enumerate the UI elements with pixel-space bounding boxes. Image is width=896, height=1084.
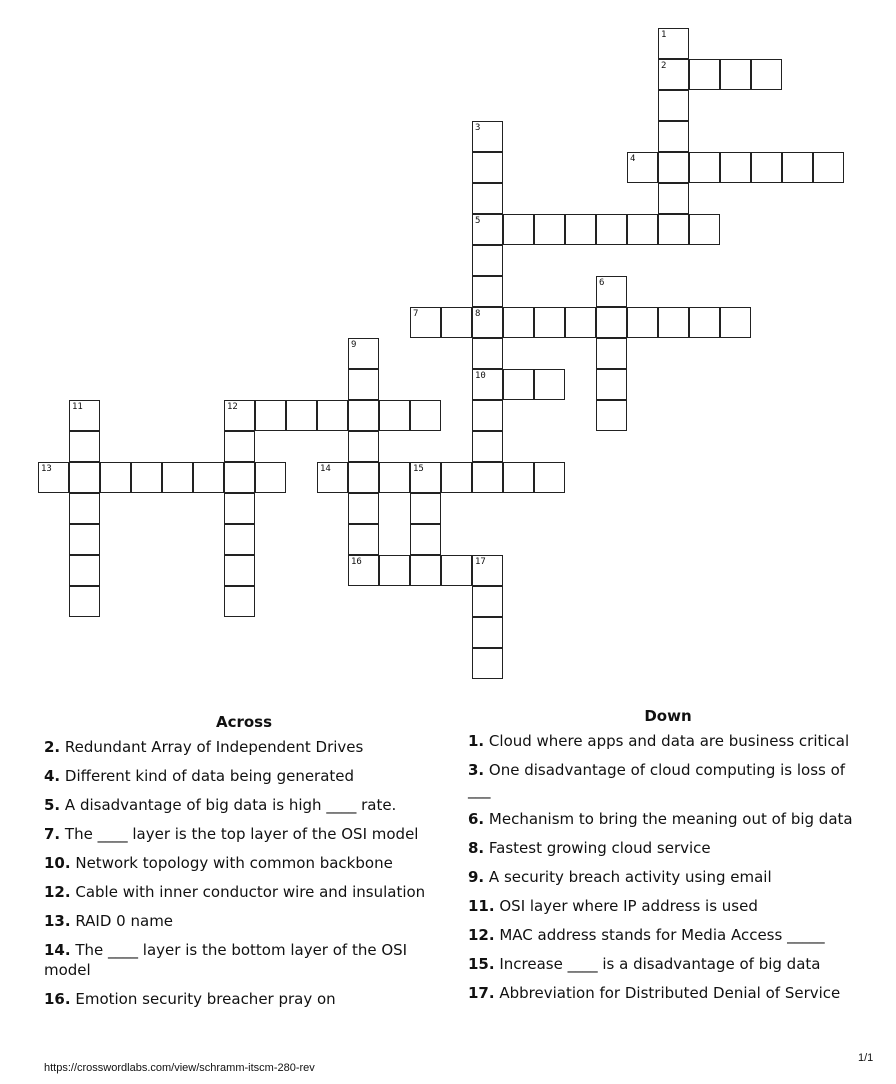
grid-cell[interactable] — [69, 555, 100, 586]
clue-text: The ____ layer is the bottom layer of the OSI model — [44, 941, 408, 979]
grid-cell[interactable] — [596, 276, 627, 307]
grid-cell[interactable] — [472, 369, 503, 400]
grid-cell[interactable] — [627, 214, 658, 245]
grid-cell[interactable] — [534, 369, 565, 400]
grid-cell[interactable] — [410, 555, 441, 586]
grid-cell[interactable] — [162, 462, 193, 493]
grid-cell[interactable] — [348, 493, 379, 524]
grid-cell[interactable] — [348, 400, 379, 431]
grid-cell[interactable] — [69, 431, 100, 462]
grid-cell[interactable] — [255, 400, 286, 431]
grid-cell[interactable] — [224, 431, 255, 462]
grid-cell[interactable] — [472, 338, 503, 369]
grid-cell[interactable] — [69, 462, 100, 493]
across-clue — [44, 766, 444, 786]
clue-num: 5. — [44, 796, 61, 814]
grid-cell[interactable] — [503, 307, 534, 338]
clue-text: Different kind of data being generated — [64, 767, 355, 785]
grid-cell[interactable] — [472, 276, 503, 307]
clue-number: 1 — [661, 30, 667, 40]
grid-cell[interactable] — [224, 462, 255, 493]
grid-cell[interactable] — [100, 462, 131, 493]
clue-number: 2 — [661, 61, 667, 71]
grid-cell[interactable] — [410, 524, 441, 555]
across-clue — [44, 882, 444, 902]
grid-cell[interactable] — [472, 121, 503, 152]
clue-text: Abbreviation for Distributed Denial of Service — [499, 984, 841, 1002]
grid-cell[interactable] — [596, 338, 627, 369]
clue-number: 13 — [41, 464, 52, 474]
grid-cell[interactable] — [658, 121, 689, 152]
grid-cell[interactable] — [410, 400, 441, 431]
grid-cell[interactable] — [38, 462, 69, 493]
across-clue — [44, 737, 444, 757]
grid-cell[interactable] — [472, 214, 503, 245]
grid-cell[interactable] — [224, 493, 255, 524]
clue-num: 11. — [468, 897, 495, 915]
clue-num: 15. — [468, 955, 495, 973]
grid-cell[interactable] — [565, 214, 596, 245]
grid-cell[interactable] — [689, 152, 720, 183]
clue-number: 4 — [630, 154, 636, 164]
grid-cell[interactable] — [627, 152, 658, 183]
grid-cell[interactable] — [534, 214, 565, 245]
clue-text: Redundant Array of Independent Drives — [64, 738, 364, 756]
grid-cell[interactable] — [689, 307, 720, 338]
grid-cell[interactable] — [379, 462, 410, 493]
grid-cell[interactable] — [69, 524, 100, 555]
across-clue — [44, 911, 444, 931]
grid-cell[interactable] — [658, 28, 689, 59]
grid-cell[interactable] — [410, 462, 441, 493]
grid-cell[interactable] — [658, 307, 689, 338]
grid-cell[interactable] — [627, 307, 658, 338]
clue-number: 3 — [475, 123, 481, 133]
grid-cell[interactable] — [689, 59, 720, 90]
clue-number: 6 — [599, 278, 605, 288]
clue-num: 1. — [468, 732, 485, 750]
grid-cell[interactable] — [813, 152, 844, 183]
across-title: Across — [215, 713, 273, 731]
clue-text: Mechanism to bring the meaning out of big data — [488, 810, 853, 828]
grid-cell[interactable] — [410, 307, 441, 338]
grid-cell[interactable] — [720, 307, 751, 338]
grid-cell[interactable] — [472, 245, 503, 276]
across-clue — [44, 795, 444, 815]
grid-cell[interactable] — [410, 493, 441, 524]
clue-number: 11 — [72, 402, 83, 412]
grid-cell[interactable] — [441, 307, 472, 338]
clue-number: 9 — [351, 340, 357, 350]
grid-cell[interactable] — [472, 431, 503, 462]
grid-cell[interactable] — [131, 462, 162, 493]
grid-cell[interactable] — [658, 90, 689, 121]
grid-cell[interactable] — [658, 183, 689, 214]
grid-cell[interactable] — [658, 59, 689, 90]
grid-cell[interactable] — [565, 307, 596, 338]
clue-text: A security breach activity using email — [488, 868, 772, 886]
clue-text: A disadvantage of big data is high ____ rate. — [64, 796, 397, 814]
grid-cell[interactable] — [596, 369, 627, 400]
grid-cell[interactable] — [472, 555, 503, 586]
clue-num: 17. — [468, 984, 495, 1002]
clue-num: 16. — [44, 990, 71, 1008]
across-clue — [44, 853, 444, 873]
down-clue — [468, 760, 868, 800]
clue-text: Cable with inner conductor wire and insulation — [75, 883, 426, 901]
grid-cell[interactable] — [441, 555, 472, 586]
grid-cell[interactable] — [782, 152, 813, 183]
grid-cell[interactable] — [596, 214, 627, 245]
grid-cell[interactable] — [317, 462, 348, 493]
down-clue — [468, 954, 868, 974]
across-clues — [44, 713, 444, 1018]
footer-url: https://crosswordlabs.com/view/schramm-itscm-280-rev — [44, 1062, 315, 1074]
grid-cell[interactable] — [379, 555, 410, 586]
clue-num: 8. — [468, 839, 485, 857]
across-clue — [44, 940, 444, 980]
grid-cell[interactable] — [751, 59, 782, 90]
clue-number: 5 — [475, 216, 481, 226]
clue-number: 12 — [227, 402, 238, 412]
grid-cell[interactable] — [472, 183, 503, 214]
clue-text: MAC address stands for Media Access _____ — [499, 926, 825, 944]
grid-cell[interactable] — [472, 586, 503, 617]
down-clue — [468, 731, 868, 751]
grid-cell[interactable] — [472, 152, 503, 183]
grid-cell[interactable] — [441, 462, 472, 493]
clue-num: 12. — [468, 926, 495, 944]
down-clue — [468, 983, 868, 1003]
grid-cell[interactable] — [503, 214, 534, 245]
clue-num: 6. — [468, 810, 485, 828]
grid-cell[interactable] — [534, 462, 565, 493]
clue-number: 7 — [413, 309, 419, 319]
clue-number: 10 — [475, 371, 486, 381]
clue-text: Cloud where apps and data are business critical — [488, 732, 850, 750]
across-clue — [44, 824, 444, 844]
across-clue — [44, 989, 444, 1009]
grid-cell[interactable] — [472, 400, 503, 431]
grid-cell[interactable] — [224, 555, 255, 586]
clue-num: 9. — [468, 868, 485, 886]
grid-cell[interactable] — [69, 586, 100, 617]
clue-num: 14. — [44, 941, 71, 959]
clue-number: 14 — [320, 464, 331, 474]
down-title: Down — [644, 707, 692, 725]
clue-text: The ____ layer is the top layer of the OSI model — [64, 825, 419, 843]
down-clue — [468, 809, 868, 829]
clue-number: 15 — [413, 464, 424, 474]
grid-cell[interactable] — [534, 307, 565, 338]
clue-num: 12. — [44, 883, 71, 901]
down-clue — [468, 896, 868, 916]
clue-text: Emotion security breacher pray on — [75, 990, 336, 1008]
clue-number: 17 — [475, 557, 486, 567]
grid-cell[interactable] — [472, 648, 503, 679]
grid-cell[interactable] — [224, 400, 255, 431]
clue-text: OSI layer where IP address is used — [499, 897, 758, 915]
down-clues — [468, 707, 868, 1012]
grid-cell[interactable] — [348, 369, 379, 400]
grid-cell[interactable] — [193, 462, 224, 493]
clue-number: 8 — [475, 309, 481, 319]
clue-num: 7. — [44, 825, 61, 843]
down-clue — [468, 925, 868, 945]
clue-num: 3. — [468, 761, 485, 779]
clue-num: 4. — [44, 767, 61, 785]
down-clue — [468, 867, 868, 887]
grid-cell[interactable] — [348, 524, 379, 555]
grid-cell[interactable] — [69, 400, 100, 431]
grid-cell[interactable] — [658, 214, 689, 245]
clue-text: Increase ____ is a disadvantage of big data — [499, 955, 821, 973]
grid-cell[interactable] — [224, 586, 255, 617]
grid-cell[interactable] — [348, 555, 379, 586]
grid-cell[interactable] — [503, 462, 534, 493]
clue-num: 10. — [44, 854, 71, 872]
clue-num: 13. — [44, 912, 71, 930]
grid-cell[interactable] — [348, 462, 379, 493]
grid-cell[interactable] — [720, 59, 751, 90]
grid-cell[interactable] — [658, 152, 689, 183]
page-number: 1/1 — [858, 1052, 874, 1064]
grid-cell[interactable] — [472, 307, 503, 338]
clue-text: One disadvantage of cloud computing is loss of ___ — [468, 761, 846, 799]
clue-num: 2. — [44, 738, 61, 756]
grid-cell[interactable] — [379, 400, 410, 431]
grid-cell[interactable] — [751, 152, 782, 183]
grid-cell[interactable] — [69, 493, 100, 524]
grid-cell[interactable] — [348, 338, 379, 369]
clue-text: Fastest growing cloud service — [488, 839, 711, 857]
grid-cell[interactable] — [689, 214, 720, 245]
grid-cell[interactable] — [255, 462, 286, 493]
clue-text: RAID 0 name — [75, 912, 174, 930]
grid-cell[interactable] — [348, 431, 379, 462]
clue-text: Network topology with common backbone — [75, 854, 393, 872]
grid-cell[interactable] — [472, 462, 503, 493]
down-clue — [468, 838, 868, 858]
grid-cell[interactable] — [224, 524, 255, 555]
grid-cell[interactable] — [720, 152, 751, 183]
grid-cell[interactable] — [503, 369, 534, 400]
grid-cell[interactable] — [317, 400, 348, 431]
grid-cell[interactable] — [596, 307, 627, 338]
grid-cell[interactable] — [286, 400, 317, 431]
grid-cell[interactable] — [472, 617, 503, 648]
clue-number: 16 — [351, 557, 362, 567]
grid-cell[interactable] — [596, 400, 627, 431]
